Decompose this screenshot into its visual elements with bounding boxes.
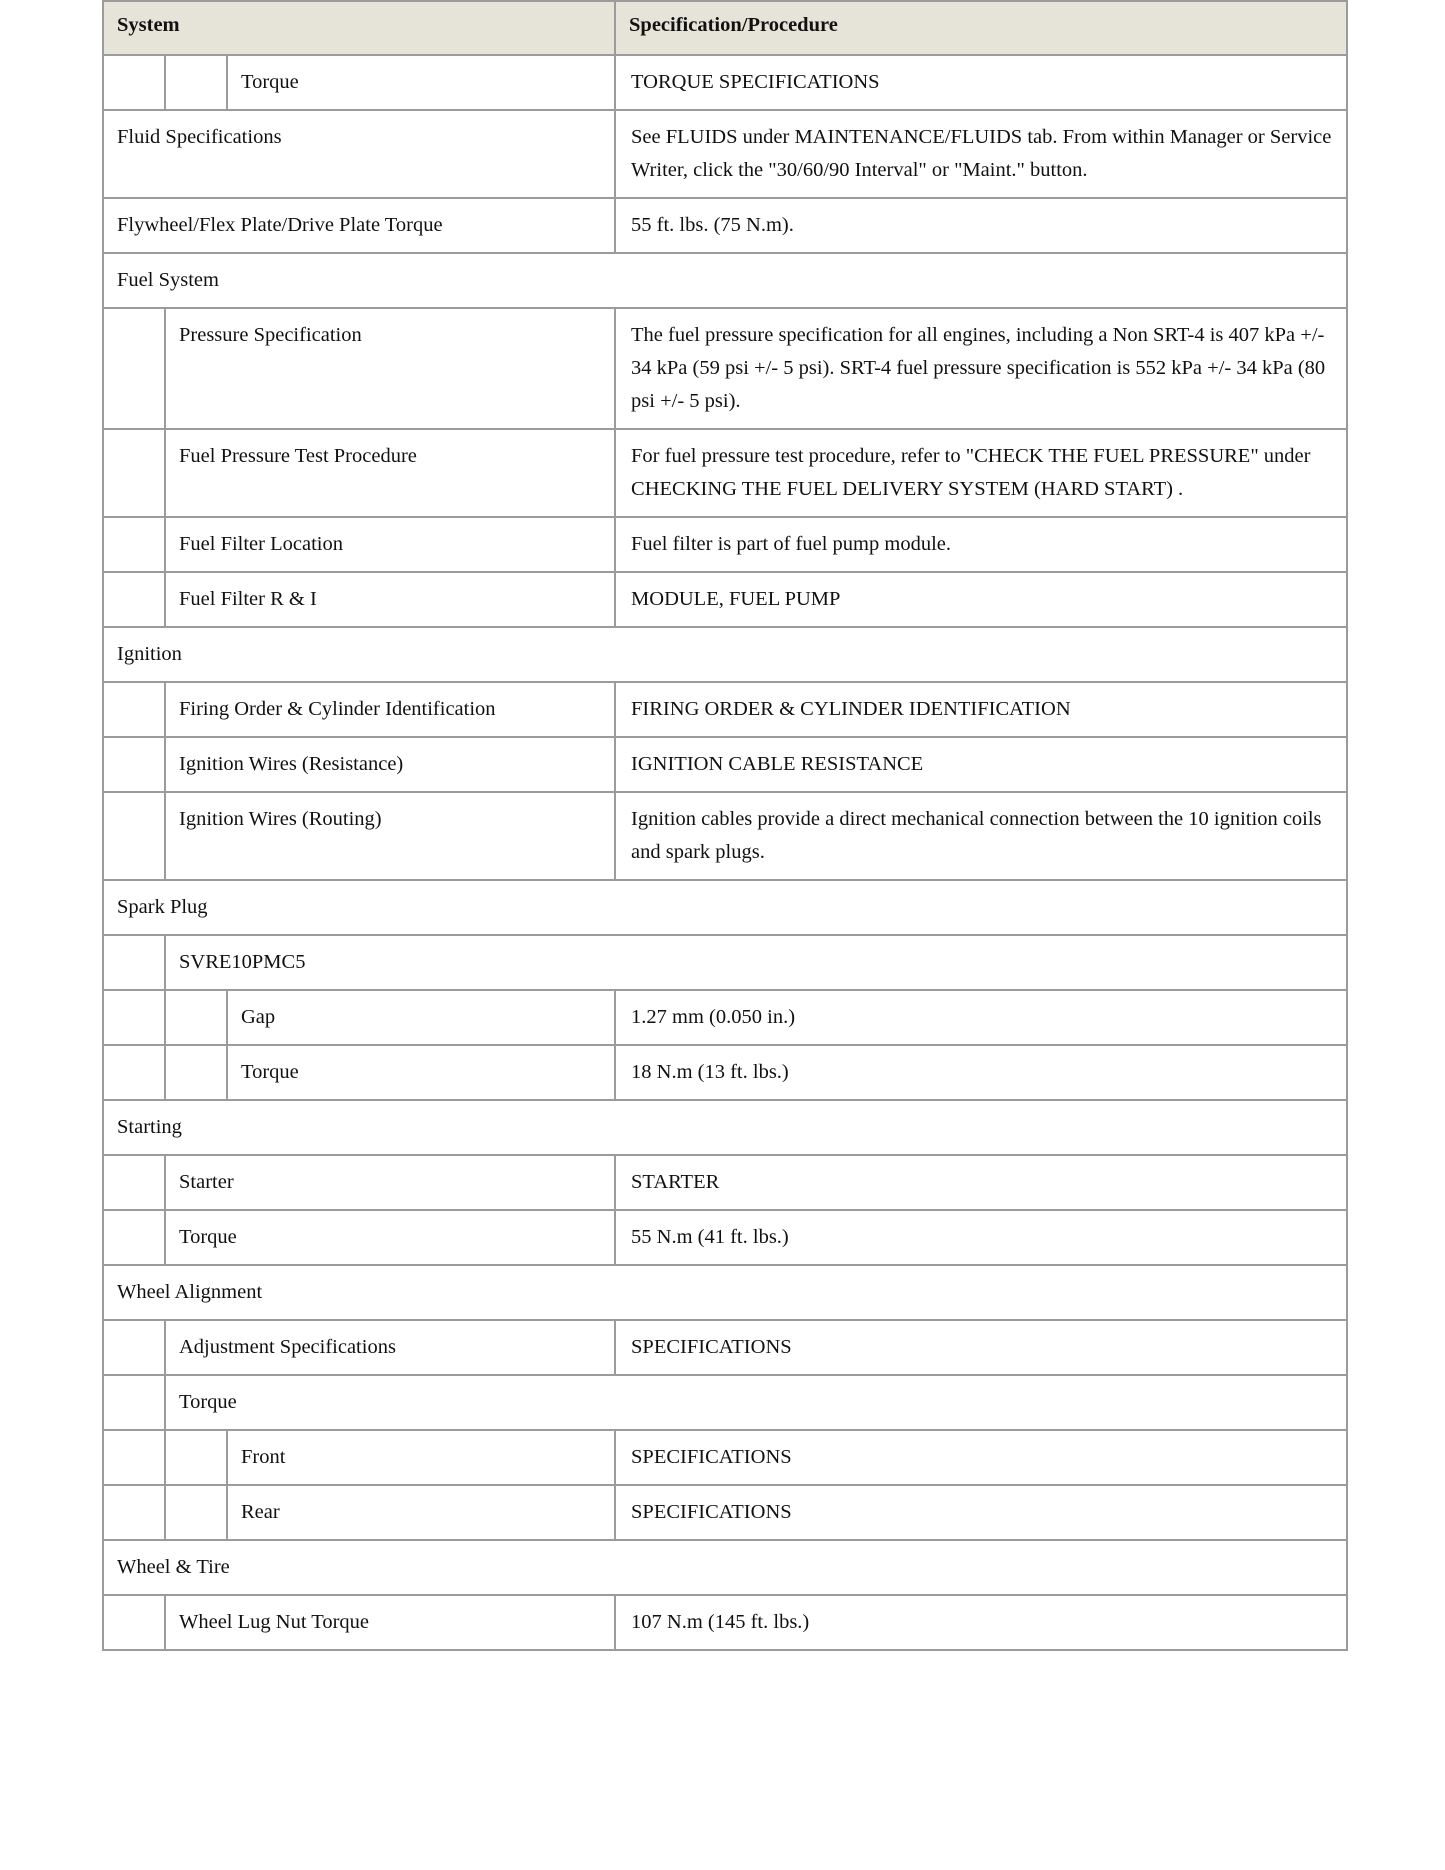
indent-cell: [103, 1485, 165, 1540]
indent-cell: [103, 1210, 165, 1265]
indent-cell: [165, 1485, 227, 1540]
indent-cell: [103, 792, 165, 880]
indent-cell: [103, 55, 165, 110]
row-value: 55 ft. lbs. (75 N.m).: [615, 198, 1347, 253]
indent-cell: [165, 55, 227, 110]
row-value: MODULE, FUEL PUMP: [615, 572, 1347, 627]
row-label: Pressure Specification: [165, 308, 615, 429]
table-row: [103, 198, 1347, 253]
table-row: [103, 1045, 1347, 1100]
spec-table: [102, 0, 1348, 1651]
row-label: Wheel & Tire: [103, 1540, 1347, 1595]
table-row: [103, 55, 1347, 110]
indent-cell: [165, 1045, 227, 1100]
indent-cell: [103, 1375, 165, 1430]
header-specification: Specification/Procedure: [615, 1, 1347, 55]
row-label: Torque: [165, 1210, 615, 1265]
indent-cell: [103, 1320, 165, 1375]
row-label: Front: [227, 1430, 615, 1485]
indent-cell: [103, 935, 165, 990]
row-value: STARTER: [615, 1155, 1347, 1210]
table-row: [103, 880, 1347, 935]
row-value: IGNITION CABLE RESISTANCE: [615, 737, 1347, 792]
row-label: Ignition: [103, 627, 1347, 682]
table-row: [103, 1485, 1347, 1540]
row-value: Ignition cables provide a direct mechanical connection between the 10 ignition coils and spark plugs.: [615, 792, 1347, 880]
row-label: Firing Order & Cylinder Identification: [165, 682, 615, 737]
row-label: Fluid Specifications: [103, 110, 615, 198]
row-value: FIRING ORDER & CYLINDER IDENTIFICATION: [615, 682, 1347, 737]
table-row: [103, 110, 1347, 198]
indent-cell: [103, 1045, 165, 1100]
table-row: [103, 1540, 1347, 1595]
table-row: [103, 737, 1347, 792]
table-row: [103, 935, 1347, 990]
row-label: Gap: [227, 990, 615, 1045]
indent-cell: [103, 990, 165, 1045]
row-value: 55 N.m (41 ft. lbs.): [615, 1210, 1347, 1265]
row-label: Rear: [227, 1485, 615, 1540]
spec-table-body: [103, 55, 1347, 1650]
row-label: Fuel Pressure Test Procedure: [165, 429, 615, 517]
indent-cell: [165, 1430, 227, 1485]
table-row: [103, 308, 1347, 429]
table-row: [103, 792, 1347, 880]
table-row: [103, 1100, 1347, 1155]
table-row: [103, 1210, 1347, 1265]
row-label: Starting: [103, 1100, 1347, 1155]
row-label: Fuel Filter Location: [165, 517, 615, 572]
indent-cell: [165, 990, 227, 1045]
row-value: 107 N.m (145 ft. lbs.): [615, 1595, 1347, 1650]
row-label: Torque: [227, 1045, 615, 1100]
indent-cell: [103, 1155, 165, 1210]
table-row: [103, 990, 1347, 1045]
row-value: TORQUE SPECIFICATIONS: [615, 55, 1347, 110]
indent-cell: [103, 517, 165, 572]
table-row: [103, 1430, 1347, 1485]
row-value: SPECIFICATIONS: [615, 1485, 1347, 1540]
row-label: Torque: [227, 55, 615, 110]
table-row: [103, 517, 1347, 572]
row-value: See FLUIDS under MAINTENANCE/FLUIDS tab. From within Manager or Service Writer, click the "30/60/90 Interval" or "Maint." button.: [615, 110, 1347, 198]
table-row: [103, 572, 1347, 627]
table-row: [103, 1320, 1347, 1375]
row-label: Fuel Filter R & I: [165, 572, 615, 627]
row-value: 18 N.m (13 ft. lbs.): [615, 1045, 1347, 1100]
row-label: Ignition Wires (Routing): [165, 792, 615, 880]
indent-cell: [103, 737, 165, 792]
table-row: [103, 253, 1347, 308]
row-value: 1.27 mm (0.050 in.): [615, 990, 1347, 1045]
table-row: [103, 1375, 1347, 1430]
table-row: [103, 429, 1347, 517]
indent-cell: [103, 572, 165, 627]
row-label: Spark Plug: [103, 880, 1347, 935]
row-value: For fuel pressure test procedure, refer to "CHECK THE FUEL PRESSURE" under CHECKING THE FUEL DELIVERY SYSTEM (HARD START) .: [615, 429, 1347, 517]
row-label: Ignition Wires (Resistance): [165, 737, 615, 792]
indent-cell: [103, 1595, 165, 1650]
indent-cell: [103, 429, 165, 517]
table-row: [103, 1265, 1347, 1320]
row-value: Fuel filter is part of fuel pump module.: [615, 517, 1347, 572]
row-value: The fuel pressure specification for all engines, including a Non SRT-4 is 407 kPa +/- 34 kPa (59 psi +/- 5 psi). SRT-4 fuel pressure specification is 552 kPa +/- 34 kPa (80 psi +/- 5 psi).: [615, 308, 1347, 429]
table-row: [103, 1155, 1347, 1210]
table-row: [103, 627, 1347, 682]
row-label: Fuel System: [103, 253, 1347, 308]
row-label: Wheel Alignment: [103, 1265, 1347, 1320]
indent-cell: [103, 682, 165, 737]
table-row: [103, 682, 1347, 737]
row-value: SPECIFICATIONS: [615, 1430, 1347, 1485]
indent-cell: [103, 1430, 165, 1485]
row-label: Flywheel/Flex Plate/Drive Plate Torque: [103, 198, 615, 253]
row-label: Adjustment Specifications: [165, 1320, 615, 1375]
table-header-row: [103, 1, 1347, 55]
row-label: Starter: [165, 1155, 615, 1210]
row-label: SVRE10PMC5: [165, 935, 1347, 990]
header-system: System: [103, 1, 615, 55]
indent-cell: [103, 308, 165, 429]
row-value: SPECIFICATIONS: [615, 1320, 1347, 1375]
row-label: Wheel Lug Nut Torque: [165, 1595, 615, 1650]
table-row: [103, 1595, 1347, 1650]
row-label: Torque: [165, 1375, 1347, 1430]
